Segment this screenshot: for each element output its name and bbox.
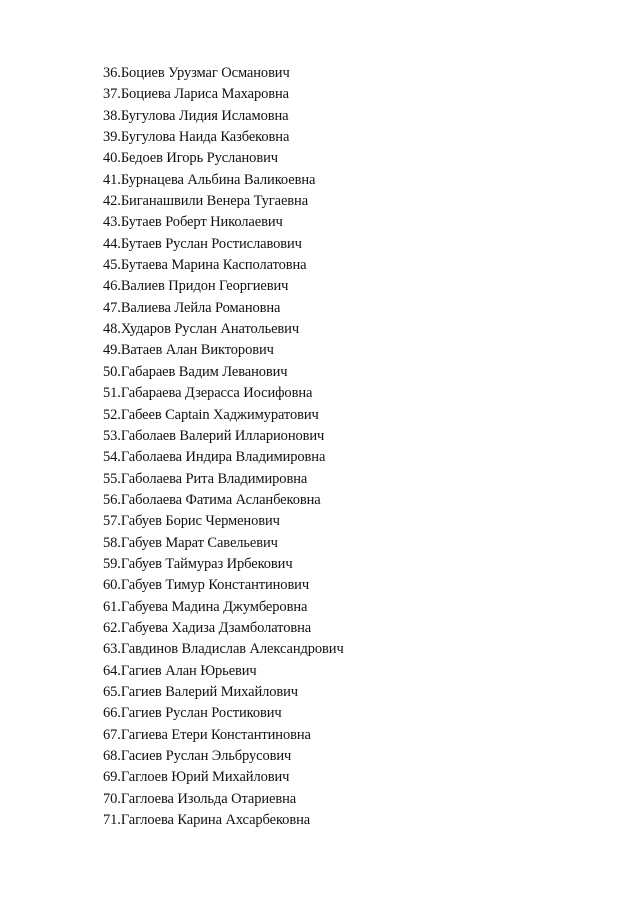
list-item: 46.Валиев Придон Георгиевич <box>103 278 289 295</box>
list-item: 52.Габеев Captain Хаджимуратович <box>103 406 319 423</box>
list-item: 55.Габолаева Рита Владимировна <box>103 470 308 487</box>
list-item: 68.Гасиев Руслан Эльбрусович <box>103 748 292 764</box>
list-item: 70.Гаглоева Изольда Отариевна <box>103 790 297 807</box>
list-item: 61.Габуева Мадина Джумберовна <box>103 598 308 615</box>
list-item: 63.Гавдинов Владислав Александрович <box>103 641 344 658</box>
list-item: 64.Гагиев Алан Юрьевич <box>103 662 257 679</box>
list-item: 43.Бутаев Роберт Николаевич <box>103 214 283 231</box>
list-item: 60.Габуев Тимур Константинович <box>103 577 310 594</box>
list-item: 45.Бутаева Марина Касполатовна <box>103 257 307 274</box>
list-item: 59.Габуев Таймураз Ирбекович <box>103 555 293 572</box>
list-item: 67.Гагиева Етери Константиновна <box>103 726 311 743</box>
list-item: 53.Габолаев Валерий Илларионович <box>103 427 325 444</box>
list-item: 40.Бедоев Игорь Русланович <box>103 150 278 167</box>
list-item: 41.Бурнацева Альбина Валикоевна <box>103 171 316 188</box>
list-item: 51.Габараева Дзерасса Иосифовна <box>103 385 313 402</box>
list-item: 50.Габараев Вадим Леванович <box>103 363 288 380</box>
list-item: 39.Бугулова Наида Казбековна <box>103 129 290 146</box>
list-item: 47.Валиева Лейла Романовна <box>103 299 281 316</box>
list-item: 57.Габуев Борис Черменович <box>103 513 280 530</box>
list-item: 62.Габуева Хадиза Дзамболатовна <box>103 619 312 636</box>
list-item: 69.Гаглоев Юрий Михайлович <box>103 769 290 786</box>
list-item: 48.Хударов Руслан Анатольевич <box>103 321 300 338</box>
list-item: 65.Гагиев Валерий Михайлович <box>103 683 298 700</box>
list-item: 36.Боциев Урузмаг Османович <box>103 65 290 81</box>
list-item: 66.Гагиев Руслан Ростикович <box>103 705 282 722</box>
name-list <box>103 63 344 831</box>
list-item: 42.Биганашвили Венера Тугаевна <box>103 193 309 210</box>
list-item: 58.Габуев Марат Савельевич <box>103 534 278 551</box>
list-item: 37.Боциева Лариса Махаровна <box>103 86 289 103</box>
list-item: 44.Бутаев Руслан Ростиславович <box>103 235 302 252</box>
list-item: 56.Габолаева Фатима Асланбековна <box>103 491 321 508</box>
list-item: 54.Габолаева Индира Владимировна <box>103 449 326 466</box>
list-item: 71.Гаглоева Карина Ахсарбековна <box>103 812 311 829</box>
list-item: 38.Бугулова Лидия Исламовна <box>103 107 289 124</box>
list-item: 49.Ватаев Алан Викторович <box>103 342 274 359</box>
